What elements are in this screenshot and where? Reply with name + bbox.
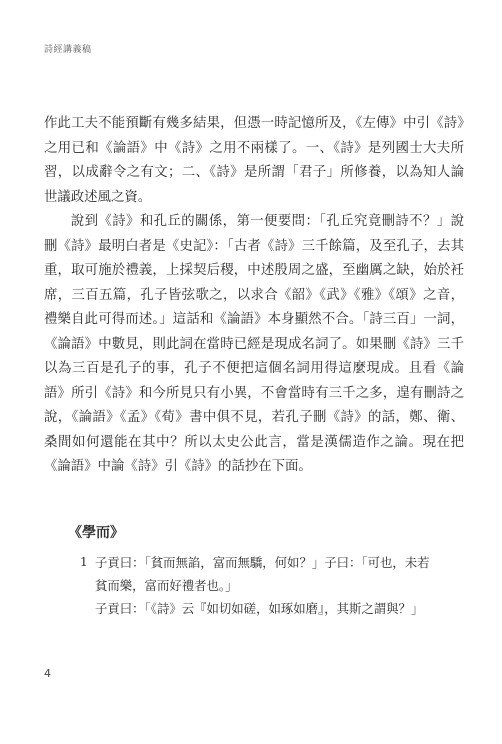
paragraph-2: 說到《詩》和孔丘的關係，第一便要問：「孔丘究竟刪詩不？」說刪《詩》最明白者是《史記》：「古者《詩》三千餘篇，及至孔子，去其重，取可施於禮義，上採契后稷，中述殷周之盛，至幽厲之缺，始於衽席，三百五篇，孔子皆弦歌之，以求合《韶》《武》《雅》《頌》之音，禮樂自此可得而述。」這話和《論語》本身顯然不合。「詩三百」一詞，《論語》中數見，則此詞在當時已經是現成名詞了。如果刪《詩》三千以為三百是孔子的事，孔子不便把這個名詞用得這麼現成。且看《論語》所引《詩》和今所見只有小異，不會當時有三千之多，遑有刪詩之說，《論語》《孟》《荀》書中俱不見，若孔子刪《詩》的話，鄭、衛、桑間如何還能在其中？所以太史公此言，當是漢儒造作之論。現在把《論語》中論《詩》引《詩》的話抄在下面。: [44, 214, 464, 474]
quote-item-1: [80, 551, 430, 597]
quote-number: 1: [80, 555, 88, 569]
section-heading: 《學而》: [68, 525, 124, 541]
quote-block: [80, 551, 430, 620]
body-text: [44, 112, 464, 480]
quote-text: 子貢曰：「《詩》云『如切如磋，如琢如磨』，其斯之謂與？」: [95, 601, 424, 616]
running-title: 詩經講義稿: [44, 45, 92, 55]
paragraph-1: 作此工夫不能預斷有幾多結果，但憑一時記憶所及，《左傳》中引《詩》之用已和《論語》中《詩》之用不兩樣了。一、《詩》是列國士大夫所習，以成辭令之有文；二、《詩》是所謂「君子」所修養，以為知人論世議政述風之資。: [44, 116, 464, 205]
page-number: 4: [44, 667, 51, 680]
quote-text: 子貢曰：「貧而無諂，富而無驕，何如？」子曰：「可也，未若貧而樂，富而好禮者也。」: [95, 555, 430, 593]
quote-item-2: [80, 597, 430, 620]
